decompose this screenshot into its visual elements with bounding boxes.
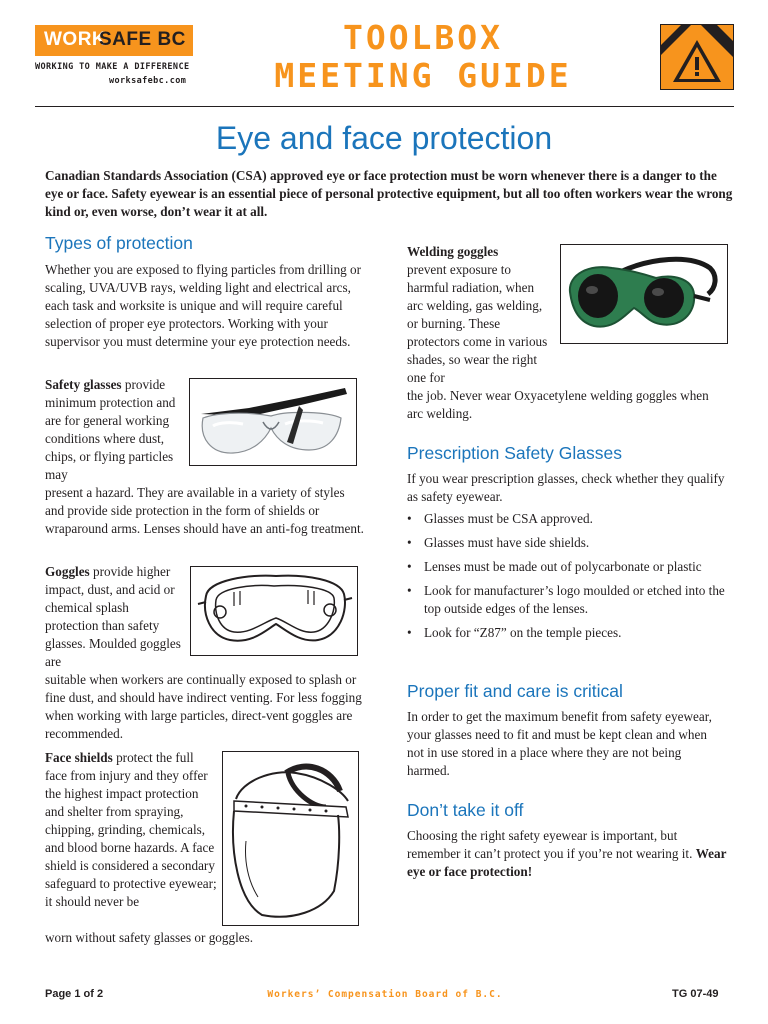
list-item: • Look for manufacturer’s logo moulded or etched into the top outside edges of the lenses. — [407, 583, 725, 616]
meeting-guide-title: MEETING GUIDE — [274, 56, 572, 95]
list-item: • Look for “Z87” on the temple pieces. — [407, 625, 622, 640]
bullet-icon: • — [407, 559, 412, 574]
dont-text: Choosing the right safety eyewear is important, but remember it can’t protect you if you’re not wearing it. — [407, 828, 696, 861]
prescription-intro: If you wear prescription glasses, check whether they qualify as safety eyewear. — [407, 471, 725, 504]
bullet-icon: • — [407, 535, 412, 550]
bullet-icon: • — [407, 625, 412, 640]
welding-goggles-text — [407, 243, 552, 387]
header-divider — [35, 106, 734, 107]
document-code: TG 07-49 — [672, 988, 719, 1000]
footer-organization: Workers’ Compensation Board of B.C. — [267, 989, 503, 1000]
safety-glasses-term: Safety glasses — [45, 377, 122, 392]
welding-goggles-text-part2: the job. Never wear Oxyacetylene welding goggles when arc welding. — [407, 388, 709, 421]
goggles-text-part1: provide higher impact, dust, and acid or chemical splash protection than safety glasses. Moulded goggles are — [45, 564, 181, 669]
logo-safe-text: SAFE BC — [99, 29, 186, 50]
goggles-text-part2: suitable when workers are continually exposed to splash or fine dust, and should have indirect venting. For less fogging when working with large particles, direct-vent goggles are recommended. — [45, 672, 362, 741]
face-shield-image — [222, 751, 359, 926]
prescription-heading: Prescription Safety Glasses — [407, 443, 622, 463]
logo-tagline: WORKING TO MAKE A DIFFERENCE — [35, 62, 190, 72]
list-item: • Lenses must be made out of polycarbonate or plastic — [407, 559, 702, 574]
page-number: Page 1 of 2 — [45, 988, 104, 1000]
dont-emphasis: Wear eye or face protection! — [407, 846, 727, 879]
face-shields-text — [45, 749, 217, 911]
welding-goggles-text-part1: prevent exposure to harmful radiation, when arc welding, gas welding, or burning. These protectors come in various shades, so wear the right one for — [407, 262, 548, 385]
toolbox-title: TOOLBOX — [342, 18, 504, 57]
dont-heading: Don’t take it off — [407, 800, 524, 820]
goggles-text — [45, 563, 185, 671]
safety-glasses-text-part1: provide minimum protection and are for general working conditions where dust, chips, or flying particles may — [45, 377, 176, 482]
face-shields-text-part2: worn without safety glasses or goggles. — [45, 930, 254, 945]
page-title: Eye and face protection — [215, 120, 553, 156]
fit-heading: Proper fit and care is critical — [407, 681, 623, 701]
logo-url: worksafebc.com — [109, 76, 187, 86]
safety-glasses-image — [189, 378, 357, 466]
goggles-term: Goggles — [45, 564, 90, 579]
bullet-icon: • — [407, 511, 412, 526]
prescription-list — [407, 510, 727, 648]
face-shields-term: Face shields — [45, 750, 113, 765]
list-item: • Glasses must be CSA approved. — [407, 511, 593, 526]
worksafebc-logo — [35, 25, 193, 56]
intro-paragraph: Canadian Standards Association (CSA) approved eye or face protection must be worn whenever there is a danger to the eye or face. Safety eyewear is an essential piece of personal protective equipment, but all too often workers wear the wrong kind or, even worse, don’t wear it at all. — [45, 168, 733, 219]
list-item: • Glasses must have side shields. — [407, 535, 590, 550]
dont-paragraph — [407, 827, 727, 881]
safety-glasses-text — [45, 376, 185, 484]
bullet-icon: • — [407, 583, 412, 598]
safety-glasses-text-part2: present a hazard. They are available in a variety of styles and provide side protection in the form of shields or wraparound arms. Lenses should have an anti-fog treatment. — [45, 485, 364, 536]
welding-goggles-image — [560, 244, 728, 344]
logo-work-text: WORK — [44, 29, 107, 50]
types-intro: Whether you are exposed to flying particles from drilling or scaling, UVA/UVB rays, welding light and electrical arcs, each task and worksite is unique and will require careful selection of proper eye protectors. Working with your supervisor you must determine your eye protection needs. — [45, 262, 362, 349]
goggles-image — [190, 566, 358, 656]
fit-paragraph: In order to get the maximum benefit from safety eyewear, your glasses need to fit and must be kept clean and when not in use stored in a place where they are not being harmed. — [407, 709, 712, 778]
warning-triangle-icon — [660, 24, 734, 90]
types-heading: Types of protection — [45, 233, 193, 253]
welding-goggles-term: Welding goggles — [407, 244, 499, 259]
face-shields-text-part1: protect the full face from injury and they offer the highest impact protection and shelter from spraying, chipping, grinding, chemicals, and blood borne hazards. A face shield is considered a secondary safeguard to protective eyewear; it should never be — [45, 750, 217, 909]
